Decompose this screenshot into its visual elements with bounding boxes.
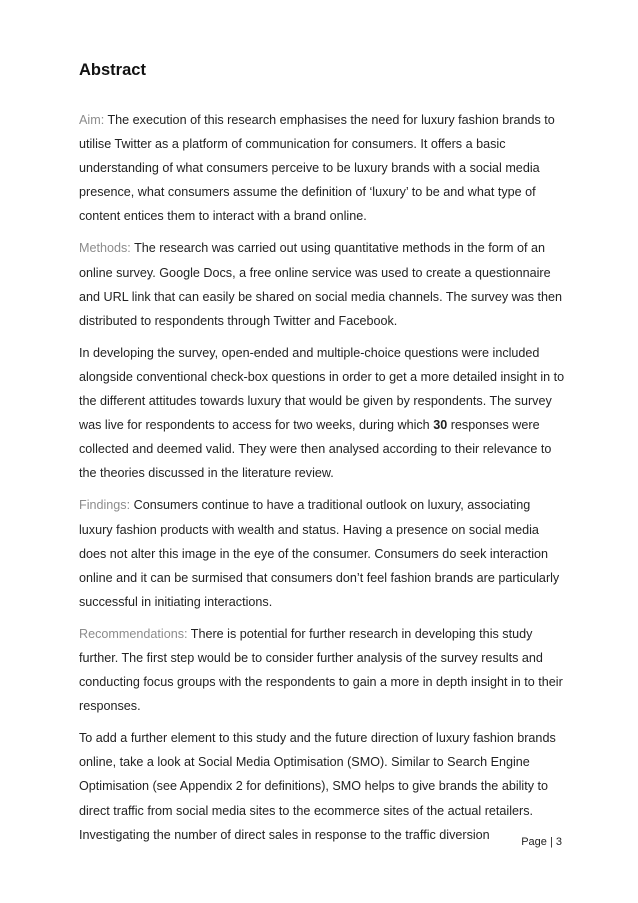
recommendations-text: There is potential for further research in developing this study further. The first step would be to consider further analysis of the survey results and conducting focus groups with the respondents to gain a more in depth insight in to their responses. [79,626,563,714]
aim-text: The execution of this research emphasises the need for luxury fashion brands to utilise Twitter as a platform of communication for consumers. It offers a basic understanding of what consumers perceive to be luxury brands with a social media presence, what consumers assume the definition of ‘luxury’ to be and what type of content entices them to interact with a brand online. [79,113,555,224]
aim-label: Aim: [79,113,105,127]
developing-text-after: responses were collected and deemed valid. They were then analysed according to their relevance to the theories discussed in the literature review. [79,418,552,481]
findings-label: Findings: [79,498,131,513]
response-count: 30 [433,418,448,433]
developing-paragraph [79,341,565,486]
page-title: Abstract [79,61,146,79]
recommendations-paragraph [79,622,565,718]
abstract-body [79,108,565,855]
recommendations-label: Recommendations: [79,626,188,641]
page-number: Page | 3 [521,836,562,848]
developing-text-before: In developing the survey, open-ended and multiple-choice questions were included alongside conventional check-box questions in order to get a more detailed insight in to the different attitudes towards luxury that would be given by respondents. The survey was live for respondents to access for two weeks, during which [79,345,565,433]
methods-label: Methods: [79,241,131,256]
methods-text: The research was carried out using quantitative methods in the form of an online survey. Google Docs, a free online service was used to create a questionnaire and URL link that can easily be shared on social media channels. The survey was then distributed to respondents through Twitter and Facebook. [79,241,563,328]
further-text: To add a further element to this study and the future direction of luxury fashion brands online, take a look at Social Media Optimisation (SMO). Similar to Search Engine Optimisation (see Appendix 2 for definitions), SMO helps to give brands the ability to direct traffic from social media sites to the ecommerce sites of the actual retailers. Investigating the number of direct sales in response to the traffic diversion [79,731,556,842]
methods-paragraph [79,236,565,332]
further-paragraph [79,726,565,846]
findings-paragraph [79,493,565,613]
aim-paragraph [79,108,565,228]
findings-text: Consumers continue to have a traditional outlook on luxury, associating luxury fashion products with wealth and status. Having a presence on social media does not alter this image in the eye of the consumer. Consumers do seek interaction online and it can be surmised that consumers don’t feel fashion brands are particularly successful in initiating interactions. [79,498,560,609]
